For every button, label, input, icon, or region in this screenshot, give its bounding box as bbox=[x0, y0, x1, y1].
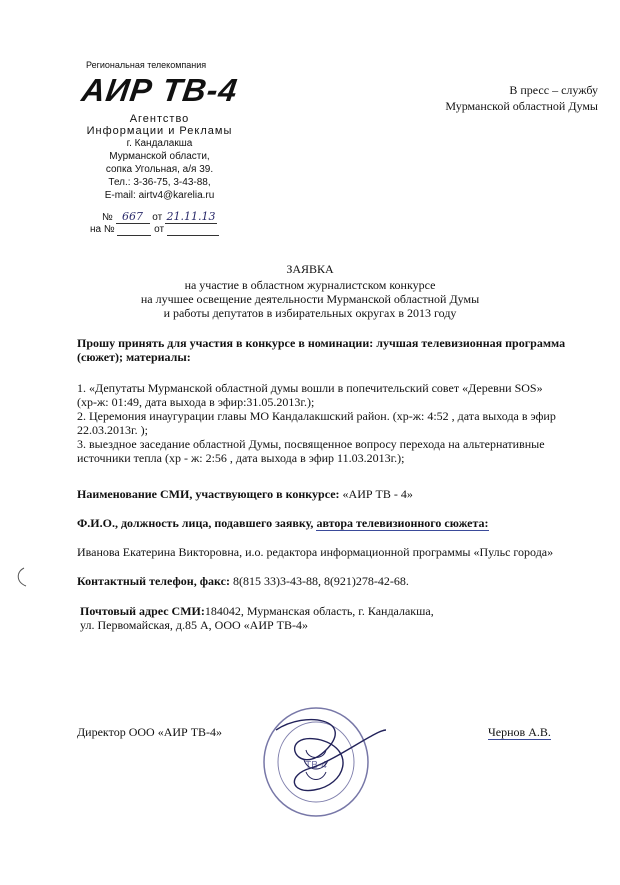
addressee-line-1: В пресс – службу bbox=[509, 83, 598, 97]
request-line-2: (сюжет); материалы: bbox=[77, 350, 191, 364]
media-name-value: «АИР ТВ - 4» bbox=[342, 487, 413, 501]
title-line-1: на участие в областном журналистском конкурсе bbox=[184, 278, 436, 292]
postal-value-1: 184042, Мурманская область, г. Кандалакша, bbox=[204, 604, 434, 618]
phone-numbers: Тел.: 3-36-75, 3-43-88, bbox=[108, 177, 211, 188]
address-city: г. Кандалакша bbox=[126, 138, 193, 149]
title-heading: ЗАЯВКА bbox=[286, 262, 334, 276]
reference-number-line bbox=[90, 224, 219, 236]
address-region: Мурманской области, bbox=[109, 151, 210, 162]
document-title bbox=[0, 262, 620, 320]
title-line-3: и работы депутатов в избирательных округах в 2013 году bbox=[163, 306, 457, 320]
contact-line bbox=[77, 574, 409, 588]
agency-line-1: Агентство bbox=[129, 113, 190, 125]
applicant-value: Иванова Екатерина Викторовна, и.о. редактора информационной программы «Пульс города» bbox=[77, 545, 554, 559]
list-item: 1. «Депутаты Мурманской областной думы вошли в попечительский совет «Деревни SOS» (хр-ж: 01:49, дата выхода в эфир:31.05.2013г.); bbox=[77, 381, 543, 409]
reference-date-label: от bbox=[154, 224, 165, 235]
company-logo: АИР ТВ-4 bbox=[79, 72, 241, 108]
letterhead-contacts bbox=[82, 113, 237, 202]
signer-position: Директор ООО «АИР ТВ-4» bbox=[77, 725, 223, 739]
number-label: № bbox=[102, 212, 113, 223]
postal-value-2: ул. Первомайская, д.85 А, ООО «АИР ТВ-4» bbox=[80, 618, 308, 632]
reference-number-blank bbox=[117, 224, 151, 236]
postal-line bbox=[80, 604, 434, 632]
applicant-label-author: автора телевизионного сюжета: bbox=[316, 516, 489, 530]
postal-label: Почтовый адрес СМИ: bbox=[80, 604, 205, 618]
media-name-line bbox=[77, 487, 413, 501]
contact-label: Контактный телефон, факс: bbox=[77, 574, 230, 588]
address-street: сопка Угольная, а/я 39. bbox=[105, 164, 214, 175]
email-address: E-mail: airtv4@karelia.ru bbox=[104, 190, 215, 201]
agency-line-2: Информации и Рекламы bbox=[86, 125, 233, 137]
title-line-2: на лучшее освещение деятельности Мурманской областной Думы bbox=[140, 292, 480, 306]
applicant-label: Ф.И.О., должность лица, подавшего заявку, bbox=[77, 516, 314, 530]
list-item: 3. выездное заседание областной Думы, посвященное вопросу перехода на альтернативные источники тепла (хр - ж: 2:56 , дата выхода в эфир 11.03.2013г.); bbox=[77, 437, 545, 465]
outgoing-number-line bbox=[102, 210, 217, 224]
signer-name: Чернов А.В. bbox=[488, 725, 551, 739]
addressee bbox=[445, 82, 598, 114]
margin-mark bbox=[14, 566, 28, 588]
stamp-center-text: ТВ-4 bbox=[305, 760, 327, 771]
company-stamp bbox=[236, 690, 396, 820]
applicant-line bbox=[77, 516, 489, 530]
request-line-1: Прошу принять для участия в конкурсе в номинации: лучшая телевизионная программа bbox=[77, 336, 566, 350]
outgoing-number: 667 bbox=[116, 210, 150, 224]
date-label: от bbox=[152, 212, 163, 223]
reference-date-blank bbox=[167, 224, 219, 236]
request-paragraph bbox=[77, 336, 602, 364]
media-name-label: Наименование СМИ, участвующего в конкурсе: bbox=[77, 487, 340, 501]
letterhead-tagline: Региональная телекомпания bbox=[86, 60, 207, 70]
reference-label: на № bbox=[90, 224, 115, 235]
list-item: 2. Церемония инаугурации главы МО Кандалакшский район. (хр-ж: 4:52 , дата выхода в эфир 22.03.2013г. ); bbox=[77, 409, 556, 437]
addressee-line-2: Мурманской областной Думы bbox=[445, 99, 598, 113]
materials-list bbox=[77, 381, 607, 465]
contact-value: 8(815 33)3-43-88, 8(921)278-42-68. bbox=[229, 574, 409, 588]
outgoing-date: 21.11.13 bbox=[166, 210, 216, 223]
